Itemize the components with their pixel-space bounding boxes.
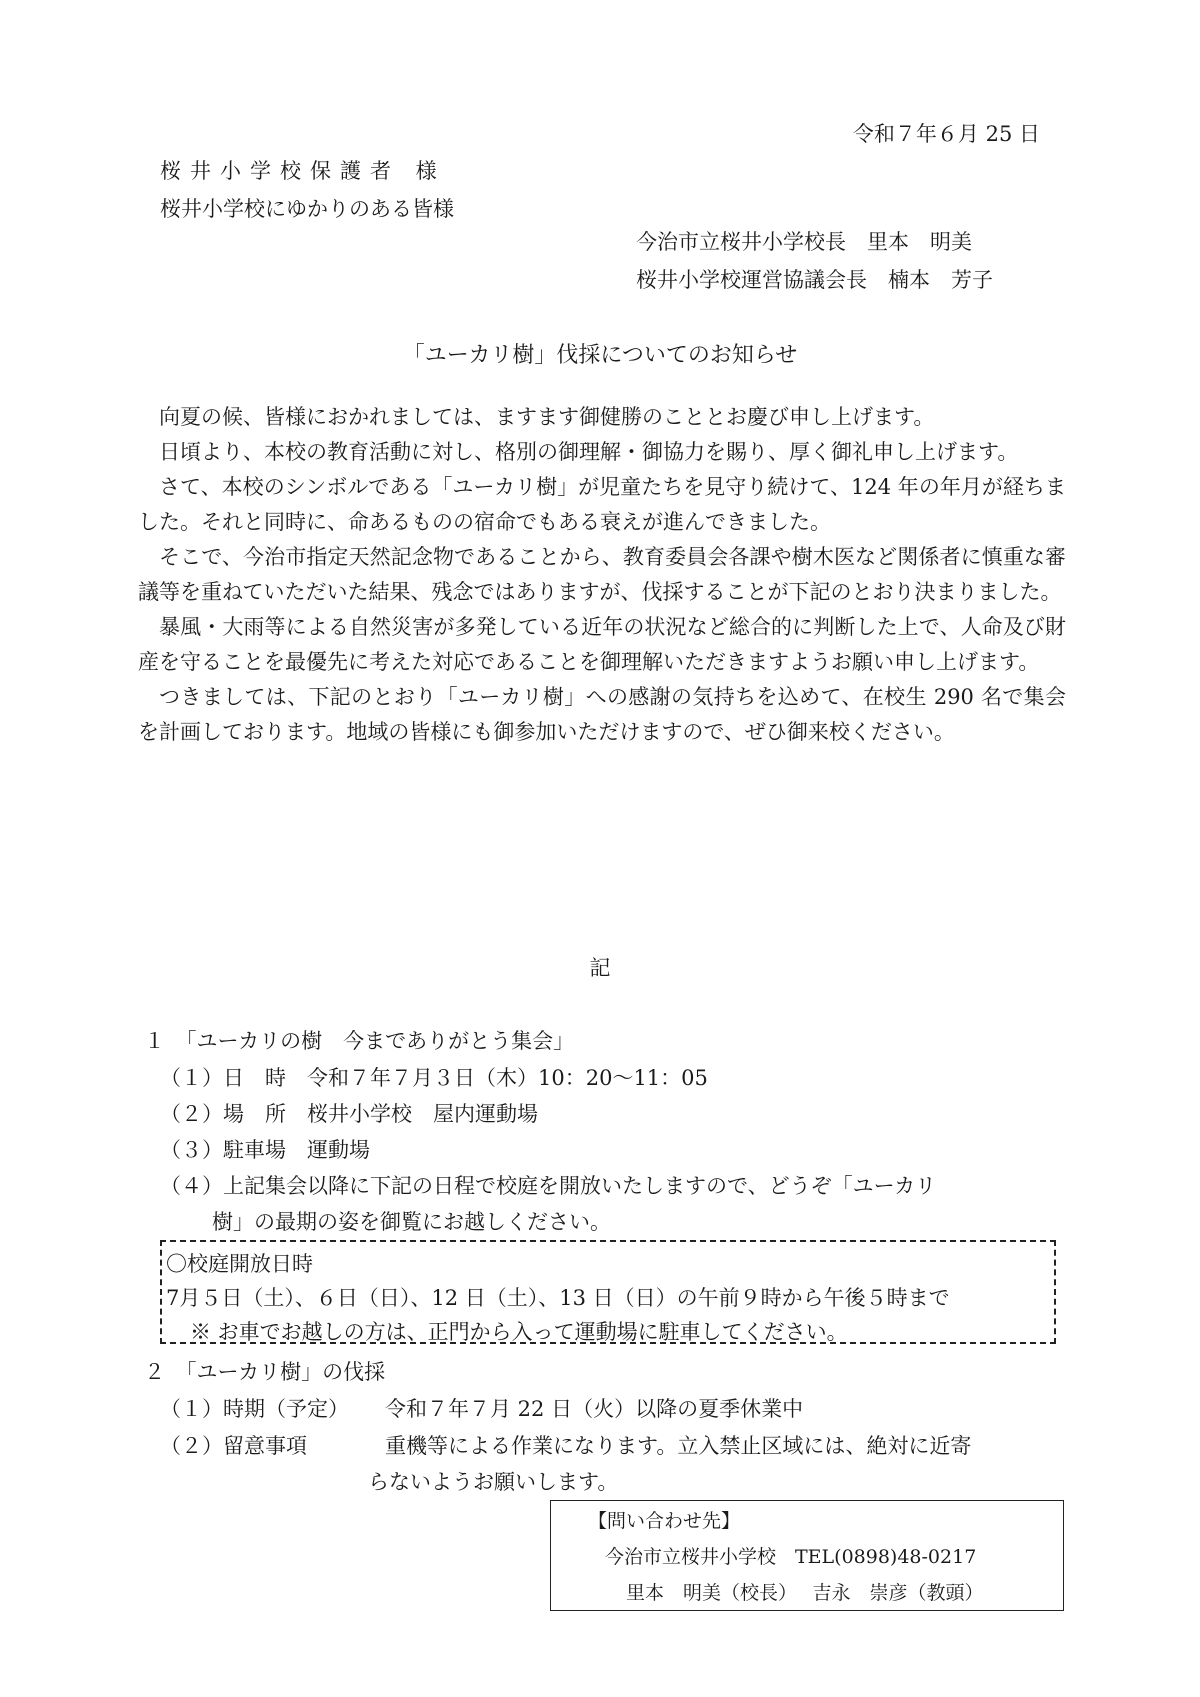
recipient-parents: 桜井小学校保護者 様 [160, 159, 446, 183]
contact-school-phone: 今治市立桜井小学校 TEL(0898)48-0217 [605, 1546, 977, 1568]
body-paragraph-invitation: つきましては、下記のとおり「ユーカリ樹」への感謝の気持ちを込めて、在校生 290 名で集会を計画しております。地域の皆様にも御参加いただけますので、ぜひ御来校ください。 [138, 685, 1066, 744]
document-title: 「ユーカリ樹」伐採についてのお知らせ [402, 343, 798, 368]
letter-body [138, 400, 1066, 750]
body-paragraph-history: さて、本校のシンボルである「ユーカリ樹」が児童たちを見守り続けて、124 年の年月が経ちました。それと同時に、命あるものの宿命でもある衰えが進んできました。 [138, 475, 1066, 534]
contact-heading: 【問い合わせ先】 [588, 1510, 741, 1532]
sender-council-chair: 桜井小学校運営協議会長 楠本 芳子 [636, 268, 993, 292]
section-2-notes-value: 重機等による作業になります。立入禁止区域には、絶対に近寄 [385, 1434, 972, 1458]
parking-note: ※ お車でお越しの方は、正門から入って運動場に駐車してください。 [190, 1320, 848, 1344]
body-paragraph-decision: そこで、今治市指定天然記念物であることから、教育委員会各課や樹木医など関係者に慎重な審議等を重ねていただいた結果、残念ではありますが、伐採することが下記のとおり決まりました。 [138, 545, 1066, 604]
section-1-parking: （３）駐車場 運動場 [160, 1138, 370, 1162]
section-1-datetime: （１）日 時 令和７年７月３日（木）10：20～11：05 [160, 1066, 708, 1090]
schoolyard-open-dates: 7月５日（土）、６日（日）、12 日（土）、13 日（日）の午前９時から午後５時まで [166, 1286, 950, 1310]
section-2-heading: ２ 「ユーカリ樹」の伐採 [144, 1360, 386, 1384]
section-1-place: （２）場 所 桜井小学校 屋内運動場 [160, 1102, 538, 1126]
section-1-open-notice: （４）上記集会以降に下記の日程で校庭を開放いたしますので、どうぞ「ユーカリ [160, 1174, 937, 1198]
section-2-period-value: 令和７年７月 22 日（火）以降の夏季休業中 [385, 1397, 804, 1421]
section-2-period-label: （１）時期（予定） [160, 1397, 349, 1421]
sender-principal: 今治市立桜井小学校長 里本 明美 [636, 230, 972, 254]
body-paragraph-greeting: 向夏の候、皆様におかれましては、ますます御健勝のこととお慶び申し上げます。 [159, 405, 935, 429]
ki-heading: 記 [589, 956, 611, 980]
section-1-open-notice-cont: 樹」の最期の姿を御覧にお越しください。 [212, 1210, 611, 1234]
contact-persons: 里本 明美（校長） 吉永 崇彦（教頭） [626, 1582, 984, 1604]
schoolyard-open-title: 〇校庭開放日時 [166, 1252, 313, 1276]
body-paragraph-reason: 暴風・大雨等による自然災害が多発している近年の状況など総合的に判断した上で、人命及び財産を守ることを最優先に考えた対応であることを御理解いただきますようお願い申し上げます。 [138, 615, 1066, 674]
body-paragraph-thanks: 日頃より、本校の教育活動に対し、格別の御理解・御協力を賜り、厚く御礼申し上げます。 [159, 440, 1019, 464]
section-2-notes-label: （２）留意事項 [160, 1434, 307, 1458]
recipient-community: 桜井小学校にゆかりのある皆様 [160, 197, 454, 221]
document-date: 令和７年６月 25 日 [852, 122, 1040, 146]
section-1-heading: １ 「ユーカリの樹 今までありがとう集会」 [144, 1029, 575, 1053]
section-2-notes-value-cont: らないようお願いします。 [368, 1470, 619, 1494]
